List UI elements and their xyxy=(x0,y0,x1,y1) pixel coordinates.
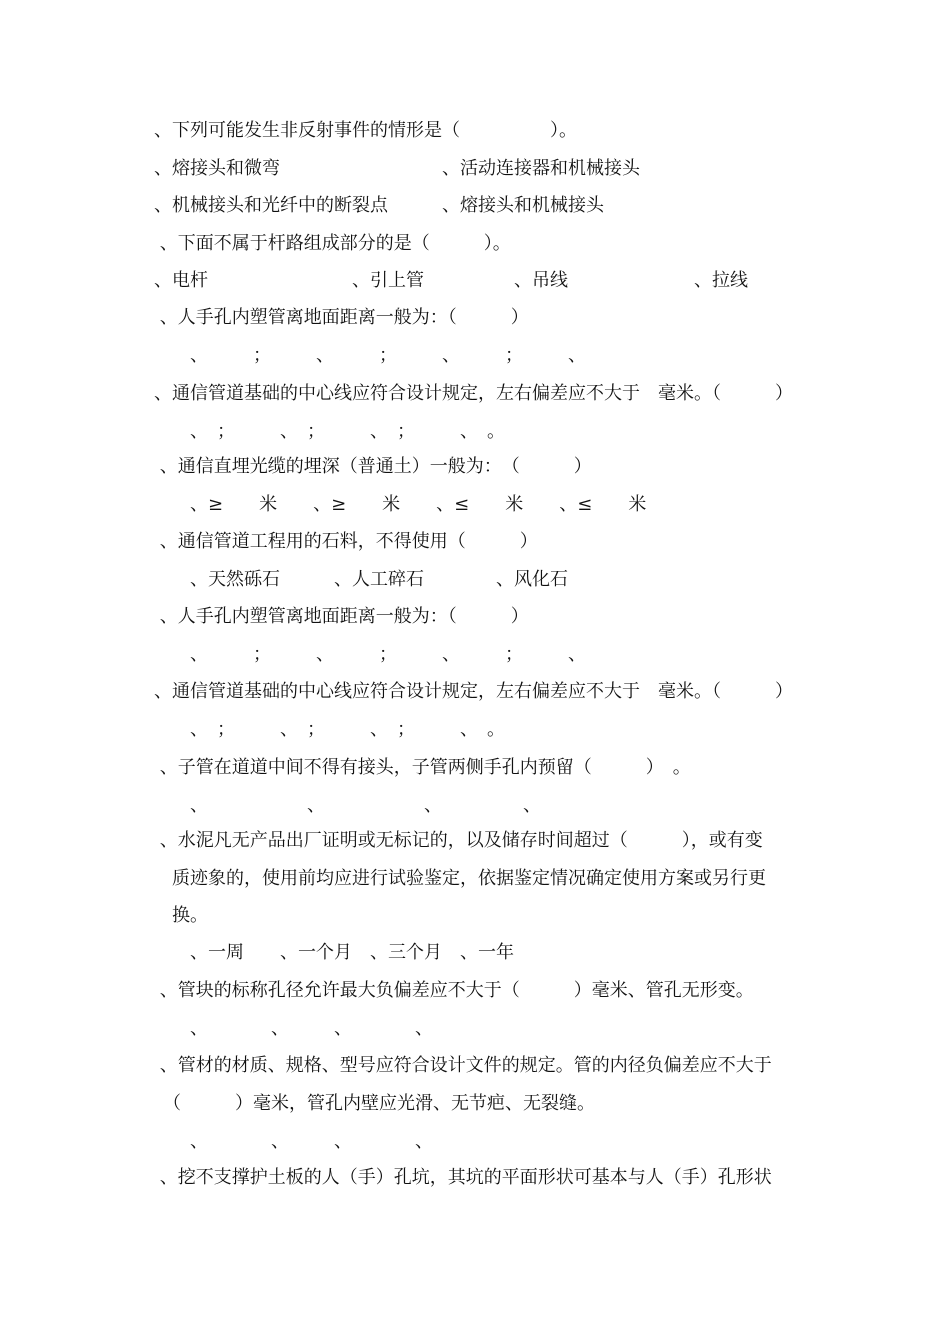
q3-stem: 、人手孔内塑管离地面距离一般为：（ ） xyxy=(154,307,529,328)
q3-options: 、 ； 、 ； 、 ； 、 xyxy=(154,345,586,366)
q10-options: 、一周 、一个月 、三个月 、一年 xyxy=(154,942,514,963)
q13-stem: 、挖不支撑护土板的人（手）孔坑，其坑的平面形状可基本与人（手）孔形状 xyxy=(154,1167,772,1188)
q9-stem: 、子管在道道中间不得有接头，子管两侧手孔内预留（ ） 。 xyxy=(154,757,691,778)
q12-stem-line2: （ ）毫米，管孔内壁应光滑、无节疤、无裂缝。 xyxy=(154,1093,595,1114)
q1-options-row1: 、熔接头和微弯 、活动连接器和机械接头 xyxy=(154,158,640,179)
q10-stem-line2: 质迹象的，使用前均应进行试验鉴定，依据鉴定情况确定使用方案或另行更 xyxy=(154,868,766,889)
q11-options: 、 、 、 、 xyxy=(154,1018,433,1039)
q7-options: 、 ； 、 ； 、 ； 、 xyxy=(154,644,586,665)
q5-options: 、≥ 米 、≥ 米 、≤ 米 、≤ 米 xyxy=(154,494,647,515)
q11-stem: 、管块的标称孔径允许最大负偏差应不大于（ ）毫米、管孔无形变。 xyxy=(154,980,754,1001)
q12-stem-line1: 、管材的材质、规格、型号应符合设计文件的规定。管的内径负偏差应不大于 xyxy=(154,1055,772,1076)
q7-stem: 、人手孔内塑管离地面距离一般为：（ ） xyxy=(154,606,529,627)
q8-stem: 、通信管道基础的中心线应符合设计规定，左右偏差应不大于 毫米。（ ） xyxy=(154,681,793,702)
q6-stem: 、通信管道工程用的石料，不得使用（ ） xyxy=(154,531,538,552)
q5-stem: 、通信直埋光缆的埋深（普通土）一般为： （ ） xyxy=(154,456,592,477)
q1-options-row2: 、机械接头和光纤中的断裂点 、熔接头和机械接头 xyxy=(154,195,604,216)
q1-stem: 、下列可能发生非反射事件的情形是（ ）。 xyxy=(154,120,577,141)
q10-stem-line1: 、水泥凡无产品出厂证明或无标记的，以及储存时间超过（ ），或有变 xyxy=(154,830,763,851)
q4-stem: 、通信管道基础的中心线应符合设计规定，左右偏差应不大于 毫米。（ ） xyxy=(154,383,793,404)
q2-stem: 、下面不属于杆路组成部分的是（ ）。 xyxy=(154,233,511,254)
q12-options: 、 、 、 、 xyxy=(154,1131,433,1152)
q10-stem-line3: 换。 xyxy=(154,905,208,926)
q4-options: 、 ； 、 ； 、 ； 、 。 xyxy=(154,421,505,442)
q2-options: 、电杆 、引上管 、吊线 、拉线 xyxy=(154,270,748,291)
q9-options: 、 、 、 、 xyxy=(154,795,541,816)
q6-options: 、天然砾石 、人工碎石 、风化石 xyxy=(154,569,568,590)
q8-options: 、 ； 、 ； 、 ； 、 。 xyxy=(154,719,505,740)
